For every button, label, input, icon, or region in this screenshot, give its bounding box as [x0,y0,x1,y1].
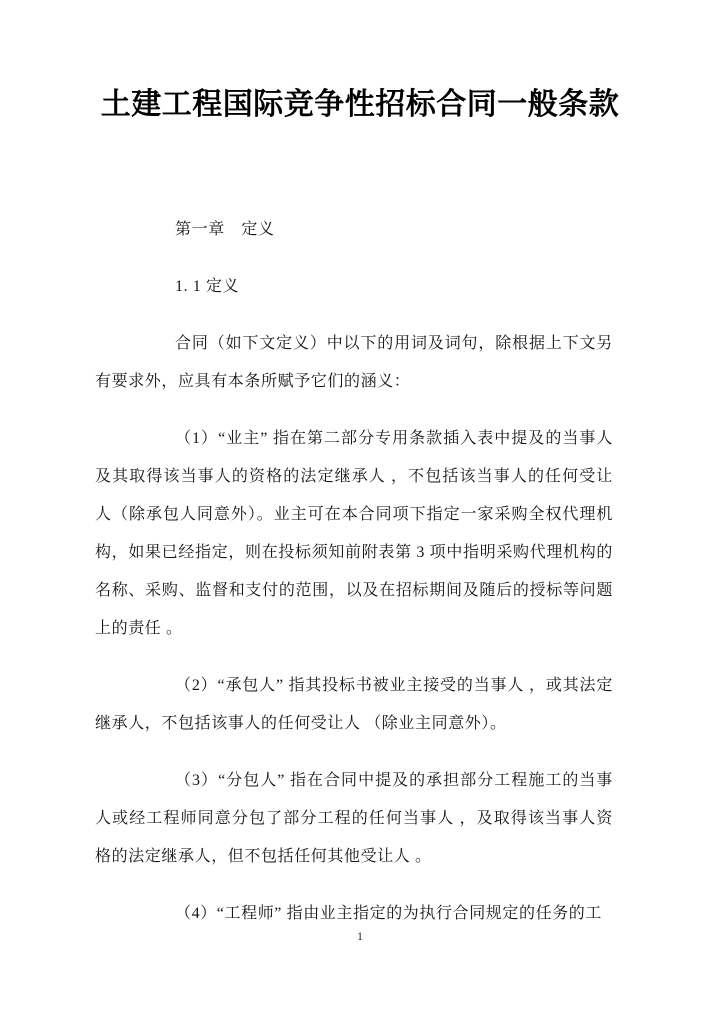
paragraph-definition-4-engineer: （4）“工程师” 指由业主指定的为执行合同规定的任务的工 [175,905,603,922]
paragraph-definition-3-subcontractor: （3）“分包人” 指在合同中提及的承担部分工程施工的当事人或经工程师同意分包了部分工程的任何当事人 ，及取得该当事人资格的法定继承人，但不包括任何其他受让人 。 [95,772,613,865]
paragraph-definitions-intro: 合同（如下文定义）中以下的用词及词句，除根据上下文另有要求外，应具有本条所赋予它们的涵义： [95,335,613,390]
paragraph-definition-2-contractor: （2）“承包人” 指其投标书被业主接受的当事人 ，或其法定继承人，不包括该事人的任何受让人 （除业主同意外）。 [95,677,613,732]
section-heading: 1. 1 定义 [175,278,240,295]
paragraph-definition-1-employer: （1）“业主” 指在第二部分专用条款插入表中提及的当事人及其取得该当事人的资格的法定继承人 ，不包括该当事人的任何受让人（除承包人同意外）。业主可在本合同项下指定一家采购全权代理机构，如果已经指定，则在投标须知前附表第 3 项中指明采购代理机构的名称、采购、监督和支付的范围，以及在招标期间及随后的授标等问题上的责任 。 [95,430,613,637]
document-title: 土建工程国际竞争性招标合同一般条款 [100,88,620,121]
page-number: 1 [357,929,363,943]
chapter-heading: 第一章 定义 [175,221,275,238]
document-body [95,211,613,952]
